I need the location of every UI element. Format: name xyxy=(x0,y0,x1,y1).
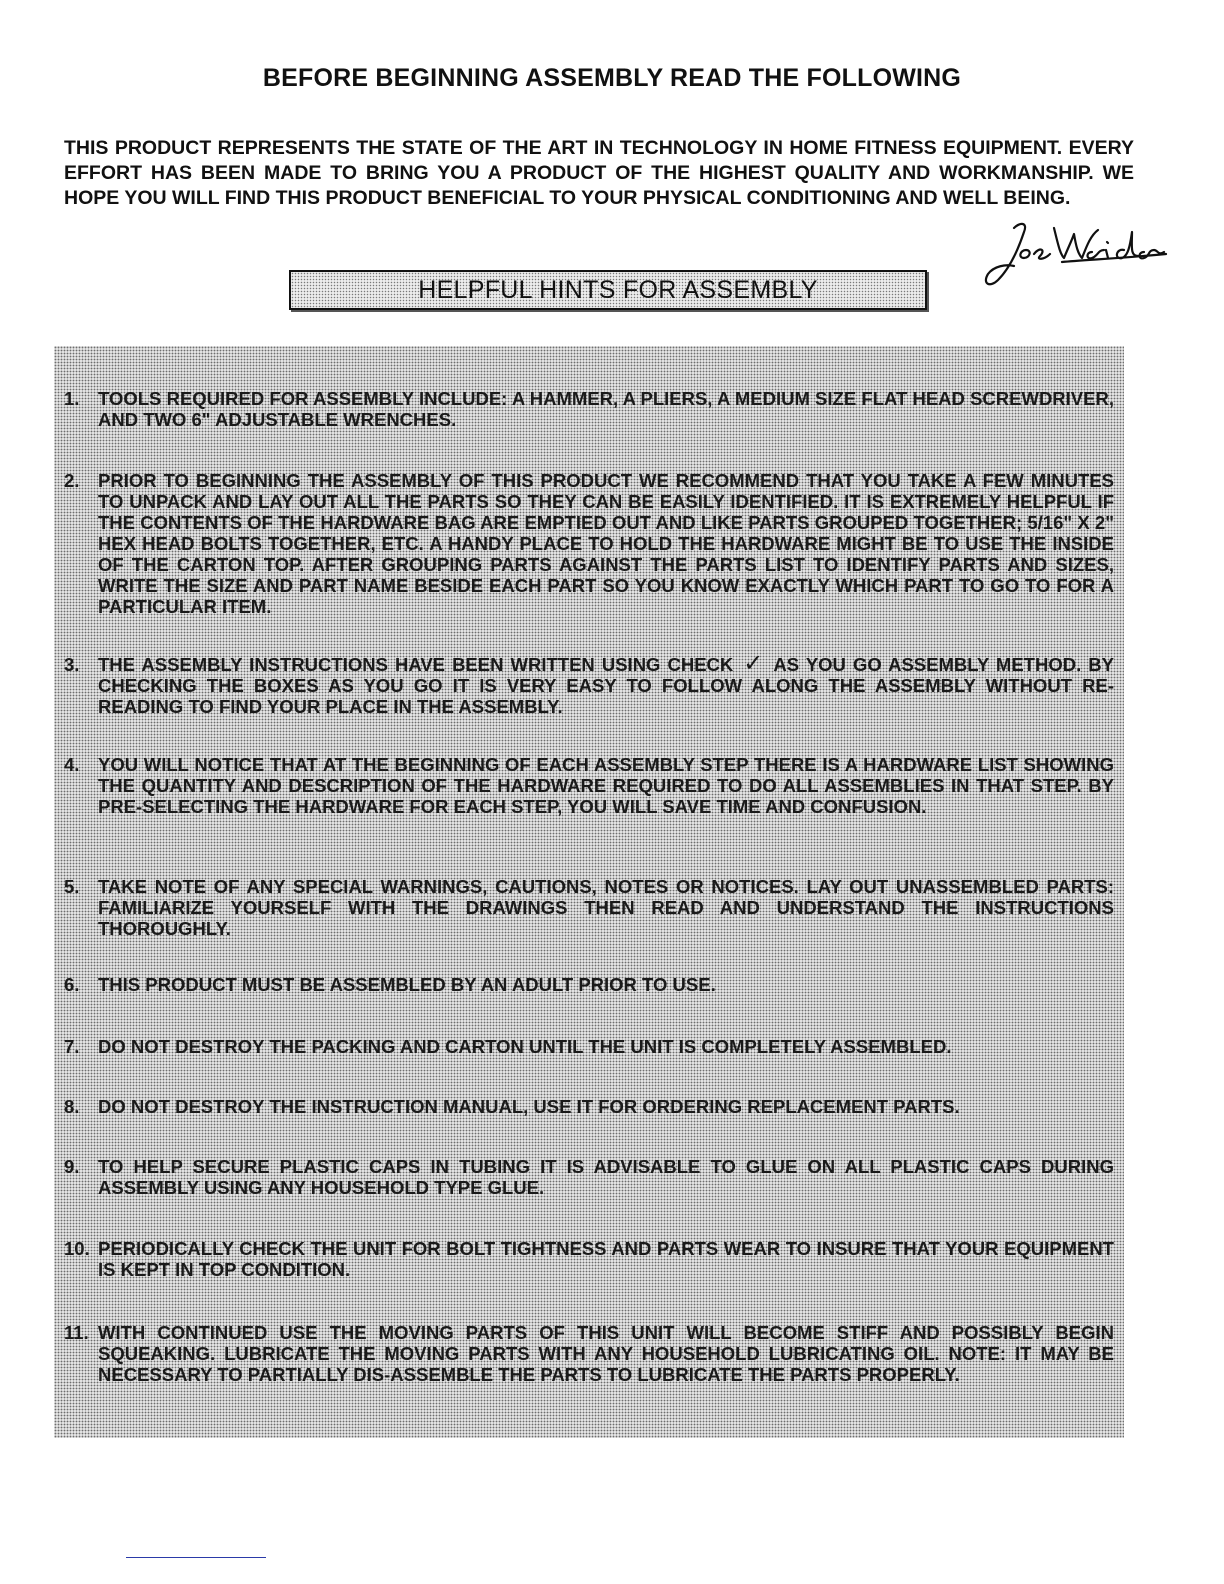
hint-item xyxy=(64,1036,1114,1057)
hint-text: TO HELP SECURE PLASTIC CAPS IN TUBING IT IS ADVISABLE TO GLUE ON ALL PLASTIC CAPS DURING ASSEMBLY USING ANY HOUSEHOLD TYPE GLUE. xyxy=(98,1156,1114,1198)
hint-text: YOU WILL NOTICE THAT AT THE BEGINNING OF EACH ASSEMBLY STEP THERE IS A HARDWARE LIST SHOWING THE QUANTITY AND DESCRIPTION OF THE HARDWARE REQUIRED TO DO ALL ASSEMBLIES IN THAT STEP. BY PRE-SELECTING THE HARDWARE FOR EACH STEP, YOU WILL SAVE TIME AND CONFUSION. xyxy=(98,754,1114,817)
hint-number: 6. xyxy=(64,974,80,995)
hint-number: 7. xyxy=(64,1036,80,1057)
hint-item xyxy=(64,388,1114,430)
signature-image xyxy=(974,206,1174,296)
intro-paragraph: THIS PRODUCT REPRESENTS THE STATE OF THE ART IN TECHNOLOGY IN HOME FITNESS EQUIPMENT. EVERY EFFORT HAS BEEN MADE TO BRING YOU A PRODUCT OF THE HIGHEST QUALITY AND WORKMANSHIP. WE HOPE YOU WILL FIND THIS PRODUCT BENEFICIAL TO YOUR PHYSICAL CONDITIONING AND WELL BEING. xyxy=(64,137,1134,209)
hint-item xyxy=(64,876,1114,939)
hint-item xyxy=(64,1322,1114,1385)
page-title: BEFORE BEGINNING ASSEMBLY READ THE FOLLOWING xyxy=(262,64,962,92)
hints-panel xyxy=(54,346,1124,1438)
hint-text: WITH CONTINUED USE THE MOVING PARTS OF THIS UNIT WILL BECOME STIFF AND POSSIBLY BEGIN SQUEAKING. LUBRICATE THE MOVING PARTS WITH ANY HOUSEHOLD LUBRICATING OIL. NOTE: IT MAY BE NECESSARY TO PARTIALLY DIS-ASSEMBLE THE PARTS TO LUBRICATE THE PARTS PROPERLY. xyxy=(98,1322,1114,1385)
hints-title: HELPFUL HINTS FOR ASSEMBLY xyxy=(418,275,818,304)
hint-text: DO NOT DESTROY THE PACKING AND CARTON UNTIL THE UNIT IS COMPLETELY ASSEMBLED. xyxy=(98,1036,952,1057)
hint-number: 3. xyxy=(64,654,80,675)
hint-item xyxy=(64,974,1114,995)
hint-text: DO NOT DESTROY THE INSTRUCTION MANUAL, USE IT FOR ORDERING REPLACEMENT PARTS. xyxy=(98,1096,960,1117)
hint-text-before: THE ASSEMBLY INSTRUCTIONS HAVE BEEN WRITTEN USING CHECK xyxy=(98,654,734,675)
hint-item xyxy=(64,1096,1114,1117)
hint-text: PERIODICALLY CHECK THE UNIT FOR BOLT TIGHTNESS AND PARTS WEAR TO INSURE THAT YOUR EQUIPMENT IS KEPT IN TOP CONDITION. xyxy=(98,1238,1114,1280)
hint-number: 2. xyxy=(64,470,80,491)
hint-item xyxy=(64,754,1114,817)
hint-number: 9. xyxy=(64,1156,80,1177)
hint-number: 5. xyxy=(64,876,80,897)
hint-text: THIS PRODUCT MUST BE ASSEMBLED BY AN ADULT PRIOR TO USE. xyxy=(98,974,716,995)
hint-item xyxy=(64,650,1114,717)
hint-text: PRIOR TO BEGINNING THE ASSEMBLY OF THIS PRODUCT WE RECOMMEND THAT YOU TAKE A FEW MINUTES TO UNPACK AND LAY OUT ALL THE PARTS SO THEY CAN BE EASILY IDENTIFIED. IT IS EXTREMELY HELPFUL IF THE CONTENTS OF THE HARDWARE BAG ARE EMPTIED OUT AND LIKE PARTS GROUPED TOGETHER; 5/16" X 2" HEX HEAD BOLTS TOGETHER, ETC. A HANDY PLACE TO HOLD THE HARDWARE MIGHT BE TO USE THE INSIDE OF THE CARTON TOP. AFTER GROUPING PARTS AGAINST THE PARTS LIST TO IDENTIFY PARTS AND SIZES, WRITE THE SIZE AND PART NAME BESIDE EACH PART SO YOU KNOW EXACTLY WHICH PART TO GO TO FOR A PARTICULAR ITEM. xyxy=(98,470,1114,617)
hint-text: TOOLS REQUIRED FOR ASSEMBLY INCLUDE: A HAMMER, A PLIERS, A MEDIUM SIZE FLAT HEAD SCREWDRIVER, AND TWO 6" ADJUSTABLE WRENCHES. xyxy=(98,388,1114,430)
hint-number: 8. xyxy=(64,1096,80,1117)
hint-item xyxy=(64,1156,1114,1198)
hint-number: 10. xyxy=(64,1238,90,1259)
hint-item xyxy=(64,1238,1114,1280)
footer-rule xyxy=(126,1557,266,1558)
hint-text-after: AS YOU GO ASSEMBLY METHOD. BY CHECKING THE BOXES AS YOU GO IT IS VERY EASY TO FOLLOW ALONG THE ASSEMBLY WITHOUT RE-READING TO FIND YOUR PLACE IN THE ASSEMBLY. xyxy=(98,654,1114,717)
hint-text xyxy=(98,650,1114,717)
hint-number: 1. xyxy=(64,388,80,409)
signature xyxy=(974,206,1174,296)
hint-number: 11. xyxy=(64,1322,89,1343)
hint-item xyxy=(64,470,1114,617)
check-mark-icon: ✓ xyxy=(743,650,764,677)
hint-text: TAKE NOTE OF ANY SPECIAL WARNINGS, CAUTIONS, NOTES OR NOTICES. LAY OUT UNASSEMBLED PARTS: FAMILIARIZE YOURSELF WITH THE DRAWINGS THEN READ AND UNDERSTAND THE INSTRUCTIONS THOROUGHLY. xyxy=(98,876,1114,939)
hint-number: 4. xyxy=(64,754,80,775)
hints-title-box xyxy=(289,270,927,310)
